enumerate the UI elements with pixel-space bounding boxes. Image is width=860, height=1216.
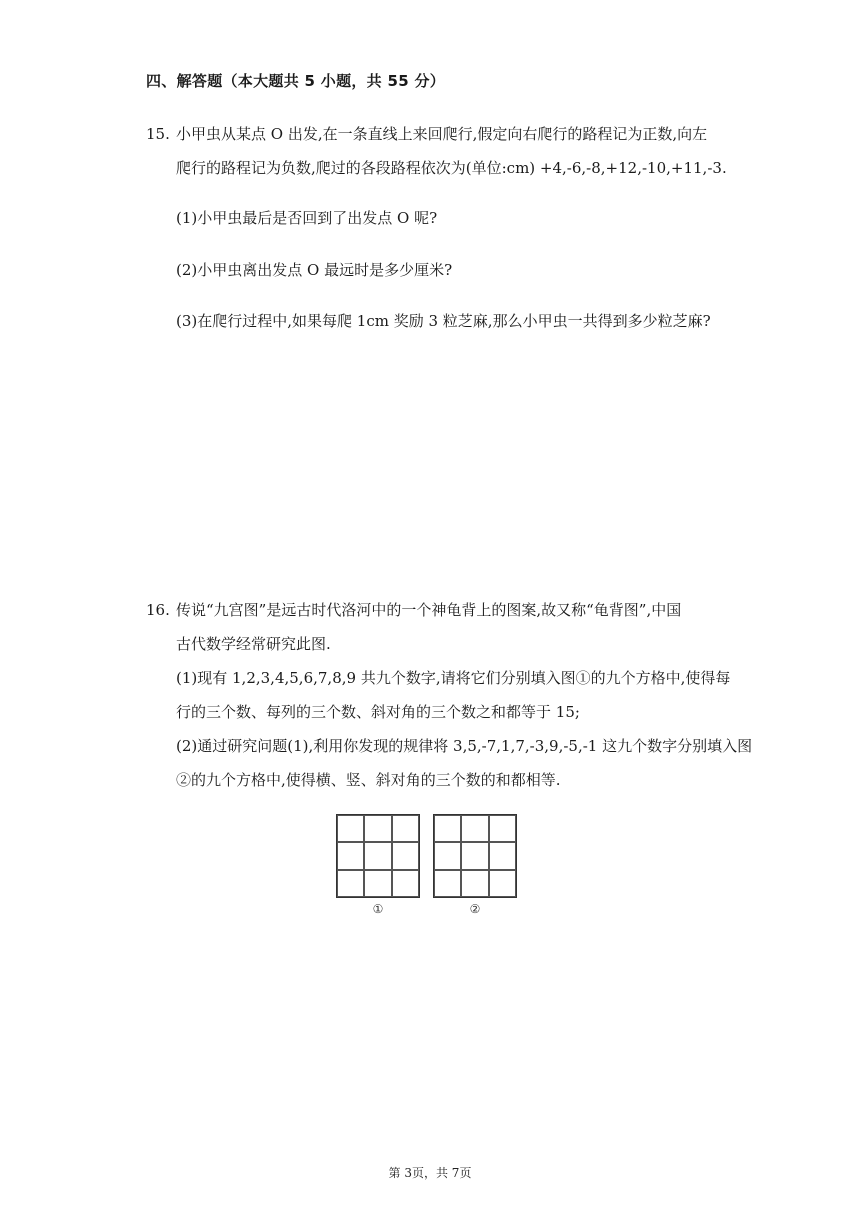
grid-figures (336, 814, 522, 918)
grid-cell (461, 870, 488, 897)
grid-1-label: ① (372, 902, 384, 916)
grid-cell (434, 815, 461, 842)
grid-cell (364, 870, 391, 897)
grid-cell (392, 870, 419, 897)
grid-2-label: ② (469, 902, 481, 916)
grid-cell (434, 870, 461, 897)
q16-line-1: 传说“九宫图”是远古时代洛河中的一个神龟背上的图案,故又称“龟背图”,中国 (176, 601, 682, 619)
grid-figure-1 (336, 814, 420, 898)
q15-line-1: 小甲虫从某点 O 出发,在一条直线上来回爬行,假定向右爬行的路程记为正数,向左 (176, 125, 708, 143)
q15-sub-1: (1)小甲虫最后是否回到了出发点 O 呢? (176, 209, 438, 227)
grid-cell (392, 842, 419, 869)
q16-line-2: 古代数学经常研究此图. (176, 635, 331, 653)
grid-cell (489, 870, 516, 897)
grid-cell (337, 842, 364, 869)
q16-sub-2-line-2: ②的九个方格中,使得横、竖、斜对角的三个数的和都相等. (176, 771, 561, 789)
grid-cell (337, 815, 364, 842)
grid-cell (461, 842, 488, 869)
q15-sub-2: (2)小甲虫离出发点 O 最远时是多少厘米? (176, 261, 453, 279)
q16-number: 16. (146, 601, 170, 619)
q15-line-2: 爬行的路程记为负数,爬过的各段路程依次为(单位:cm) +4,-6,-8,+12,-10,+11,-3. (176, 159, 727, 177)
grid-cell (461, 815, 488, 842)
section-title: 四、解答题（本大题共 5 小题，共 55 分） (146, 72, 446, 90)
grid-cell (392, 815, 419, 842)
q15-number: 15. (146, 125, 170, 143)
grid-figure-2 (433, 814, 517, 898)
grid-cell (337, 870, 364, 897)
grid-cell (364, 815, 391, 842)
grid-cell (364, 842, 391, 869)
q15-sub-3: (3)在爬行过程中,如果每爬 1cm 奖励 3 粒芝麻,那么小甲虫一共得到多少粒芝麻? (176, 312, 711, 330)
q16-sub-2-line-1: (2)通过研究问题(1),利用你发现的规律将 3,5,-7,1,7,-3,9,-5,-1 这九个数字分别填入图 (176, 737, 753, 755)
page-footer: 第 3页，共 7页 (388, 1166, 472, 1180)
grid-cell (489, 842, 516, 869)
grid-cell (434, 842, 461, 869)
grid-cell (489, 815, 516, 842)
q16-sub-1-line-1: (1)现有 1,2,3,4,5,6,7,8,9 共九个数字,请将它们分别填入图①的九个方格中,使得每 (176, 669, 731, 687)
q16-sub-1-line-2: 行的三个数、每列的三个数、斜对角的三个数之和都等于 15; (176, 703, 580, 721)
